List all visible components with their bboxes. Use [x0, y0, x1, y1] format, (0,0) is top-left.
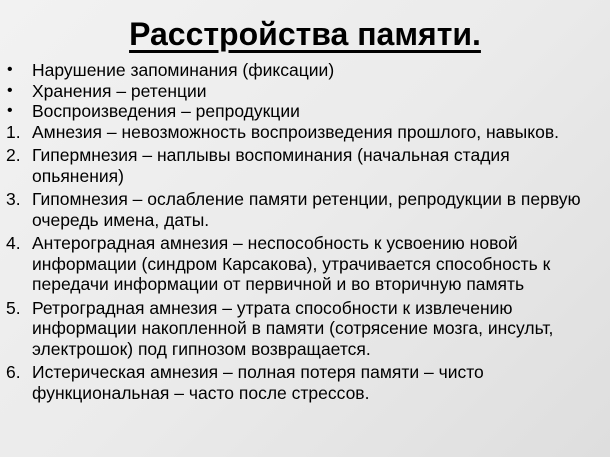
- list-item-text: Нарушение запоминания (фиксации): [32, 60, 335, 80]
- list-item: [0, 81, 610, 102]
- list-item-text: Хранения – ретенции: [32, 80, 207, 101]
- bullet-marker: •: [7, 102, 13, 119]
- list-item: [0, 145, 610, 186]
- list-item-text: Истерическая амнезия – полная потеря памяти – чисто функциональная – часто после стрессов.: [32, 362, 484, 403]
- number-marker: 6.: [6, 362, 21, 382]
- bullet-marker: •: [7, 81, 13, 99]
- number-marker: 5.: [6, 297, 21, 318]
- list-item: [0, 122, 610, 143]
- number-marker: 3.: [6, 189, 21, 209]
- list-item: [0, 233, 610, 295]
- bullet-marker: •: [7, 61, 13, 78]
- list-item-text: Гипомнезия – ослабление памяти ретенции, репродукции в первую очередь имена, даты.: [32, 189, 581, 230]
- slide-title: [0, 14, 610, 54]
- list-item: [0, 189, 610, 230]
- list-item-text: Ретроградная амнезия – утрата способности к извлечению информации накопленной в памяти (сотрясение мозга, инсульт, электрошок) под гипнозом возвращается.: [32, 297, 554, 359]
- number-marker: 4.: [6, 233, 21, 253]
- list-item: [0, 298, 610, 360]
- list-item: [0, 362, 610, 403]
- number-marker: 1.: [6, 121, 21, 142]
- number-marker: 2.: [6, 145, 21, 165]
- list-item-text: Воспроизведения – репродукции: [32, 101, 300, 121]
- content-list: [0, 60, 610, 403]
- list-item: [0, 60, 610, 81]
- list-item-text: Антероградная амнезия – неспособность к усвоению новой информации (синдром Карсакова), утрачивается способность к передачи информации от первичной и во вторичную память: [32, 233, 551, 294]
- list-item-text: Амнезия – невозможность воспроизведения прошлого, навыков.: [32, 121, 560, 142]
- list-item: [0, 101, 610, 122]
- slide-title-text: Расстройства памяти.: [129, 16, 481, 52]
- list-item-text: Гипермнезия – наплывы воспоминания (начальная стадия опьянения): [32, 145, 510, 186]
